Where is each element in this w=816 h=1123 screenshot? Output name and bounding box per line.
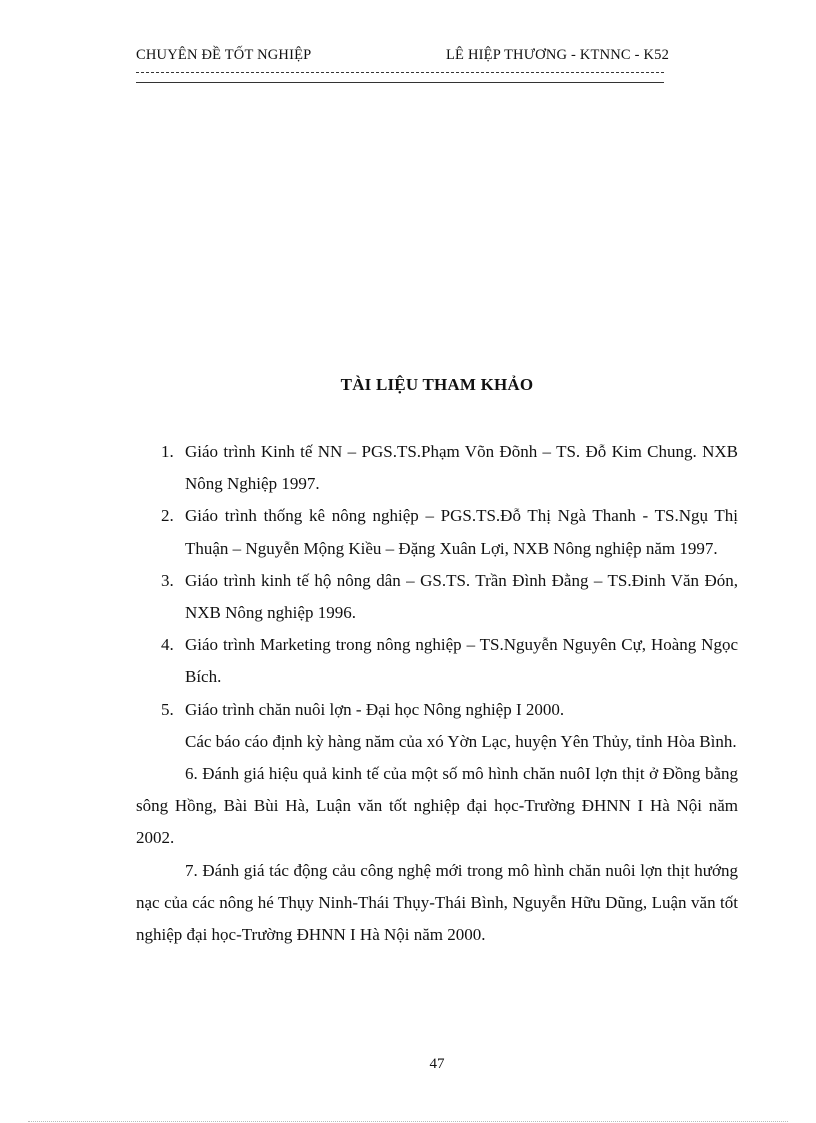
reference-text: Giáo trình kinh tế hộ nông dân – GS.TS. Trần Đình Đằng – TS.Đinh Văn Đón, NXB Nông nghiệp 1996.: [185, 570, 738, 623]
reference-number: 1.: [161, 442, 174, 461]
reference-number: 2.: [161, 506, 174, 526]
reference-item: [136, 565, 738, 629]
references-content: [136, 436, 738, 951]
header-right-text: LÊ HIỆP THƯƠNG - KTNNC - K52: [446, 47, 670, 63]
reference-paragraph: 7. Đánh giá tác động cảu công nghệ mới trong mô hình chăn nuôi lợn thịt hướng nạc của các nông hé Thụy Ninh-Thái Thụy-Thái Bình, Nguyễn Hữu Dũng, Luận văn tốt nghiệp đại học-Trường ĐHNN I Hà Nội năm 2000.: [136, 860, 738, 945]
footer-dotted-rule: [28, 1121, 788, 1122]
reference-item: [136, 629, 738, 693]
reference-item: [136, 500, 738, 564]
page-header: [136, 47, 696, 69]
header-left-text: CHUYÊN ĐỀ TỐT NGHIỆP: [136, 47, 312, 63]
reference-item: [136, 436, 738, 500]
page-number: 47: [429, 1056, 445, 1072]
reference-text: Giáo trình thống kê nông nghiệp – PGS.TS.Đỗ Thị Ngà Thanh - TS.Ngụ Thị Thuận – Nguyễn Mộng Kiều – Đặng Xuân Lợi, NXB Nông nghiệp năm 1997.: [185, 506, 738, 558]
reference-number: 3.: [161, 570, 174, 590]
header-solid-rule: [136, 82, 664, 83]
reference-text: Giáo trình chăn nuôi lợn - Đại học Nông nghiệp I 2000.: [185, 699, 565, 719]
reference-paragraph: 6. Đánh giá hiệu quả kinh tế của một số mô hình chăn nuôI lợn thịt ở Đồng bằng sông Hồng, Bài Bùi Hà, Luận văn tốt nghiệp đại học-Trường ĐHNN I Hà Nội năm 2002.: [136, 764, 738, 848]
reference-number: 4.: [161, 635, 174, 655]
reference-item: [136, 694, 738, 726]
page-title: TÀI LIỆU THAM KHẢO: [340, 375, 534, 394]
header-dashed-rule: [136, 72, 664, 73]
reference-paragraph: Các báo cáo định kỳ hàng năm của xó Yờn Lạc, huyện Yên Thủy, tỉnh Hòa Bình.: [185, 731, 737, 751]
reference-number: 5.: [161, 699, 174, 719]
reference-text: Giáo trình Kinh tế NN – PGS.TS.Phạm Võn Đõnh – TS. Đỗ Kim Chung. NXB Nông Nghiệp 1997.: [185, 442, 738, 494]
reference-text: Giáo trình Marketing trong nông nghiệp – TS.Nguyễn Nguyên Cự, Hoàng Ngọc Bích.: [185, 635, 738, 687]
